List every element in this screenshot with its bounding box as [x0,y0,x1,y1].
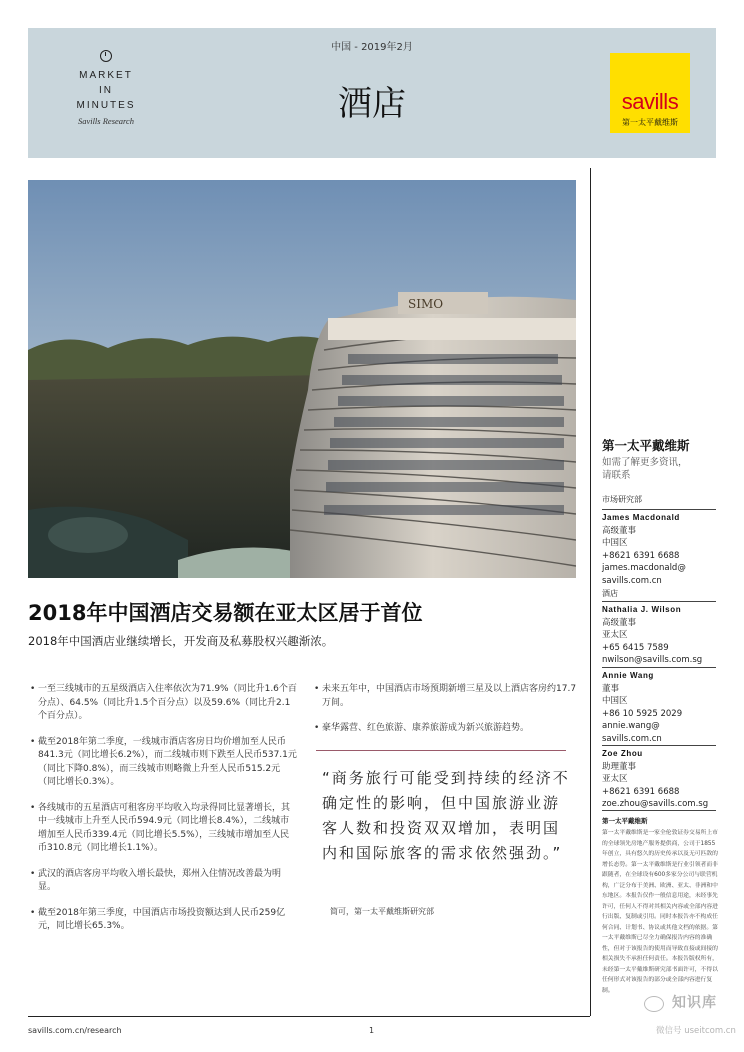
footer-rule [28,1016,590,1017]
watermark [634,990,740,1046]
savills-research-label: Savills Research [77,116,135,126]
savills-logo [610,53,690,133]
savills-chinese-name: 第一太平戴维斯 [622,118,678,127]
sidebar-rule [602,810,716,811]
contact-phone: +65 6415 7589 [602,642,669,653]
bullet-item: • 截至2018年第二季度，一线城市酒店客房日均价增加至人民币841.3元（同比增长6.2%），而二线城市则下跌至人民币537.1元（同比下降0.8%），而三线城市则略微上升至人民币515.2元（同比增长0.3%）。 [32,736,298,790]
contact-card [602,512,726,587]
contact-email-domain[interactable]: savills.com.cn [602,575,662,586]
contact-phone: +86 10 5925 2029 [602,708,683,719]
contact-card [602,670,726,745]
article-title: 2018年中国酒店交易额在亚太区居于首位 [28,601,423,625]
section-hotel-label: 酒店 [602,589,618,598]
pull-quote: “商务旅行可能受到持续的经济不确定性的影响，但中国旅游业游客人数和投资双双增加，表明国内和国际旅客的需求依然强劲。” [322,769,570,862]
contact-prompt-line-1: 如需了解更多资讯， [602,457,688,468]
contact-title: 助理董事 [602,761,637,772]
date-line: 中国 - 2019年2月 [331,42,413,53]
sidebar-company: 第一太平戴维斯 [602,438,690,453]
contact-title: 高级董事 [602,617,637,628]
wechat-icon [644,996,664,1012]
bullet-item: • 未来五年中，中国酒店市场预期新增三星及以上酒店客房约17.7万间。 [316,683,580,710]
watermark-title: 知识库 [672,995,717,1011]
contact-email[interactable]: nwilson@savills.com.sg [602,655,703,665]
contact-card [602,604,726,667]
footer-url[interactable]: savills.com.cn/research [28,1026,122,1035]
contact-email[interactable]: annie.wang@ [602,721,660,731]
sidebar-rule [602,667,716,668]
page-title: 酒店 [338,84,406,124]
quote-divider [316,750,566,751]
bullet-item: • 武汉的酒店客房平均收入增长最快，郑州入住情况改善最为明显。 [32,868,298,895]
contact-region: 中国区 [602,696,628,706]
sidebar-rule [602,745,716,746]
contact-email[interactable]: zoe.zhou@savills.com.sg [602,799,709,809]
contact-title: 高级董事 [602,525,637,536]
bullets-left [32,683,298,946]
contact-region: 亚太区 [602,774,628,784]
contact-email[interactable]: james.macdonald@ [602,563,686,573]
contact-name: Zoe Zhou [602,749,643,758]
bullet-item: • 各线城市的五星酒店可租客房平均收入均录得同比显著增长，其中一线城市上升至人民币594.9元（同比增长8.4%），二线城市增加至人民币339.4元（同比增长5.5%），三线城市增加至人民币310.8元（同比增长1.1%）。 [32,802,298,856]
contact-region: 亚太区 [602,630,628,640]
mim-line-3: MINUTES [76,100,136,111]
contact-region: 中国区 [602,538,628,548]
header-band [28,28,716,158]
savills-wordmark: savills [621,89,679,114]
section-research-label: 市场研究部 [602,495,642,504]
sidebar-rule [602,601,716,602]
contact-name: Nathalia J. Wilson [602,605,682,614]
mim-line-2: IN [99,85,113,96]
article-subtitle: 2018年中国酒店业继续增长，开发商及私募股权兴趣渐浓。 [28,634,334,648]
sidebar-rule [602,509,716,510]
disclaimer-title: 第一太平戴维斯 [602,817,648,825]
hero-photo [28,180,576,578]
contact-prompt-line-2: 请联系 [602,470,631,481]
column-divider [590,168,591,1016]
bullet-item: • 豪华露营、红色旅游、康养旅游成为新兴旅游趋势。 [316,722,580,736]
contact-card [602,748,726,811]
bullet-item: • 截至2018年第三季度，中国酒店市场投资额达到人民币259亿元，同比增长65.3%。 [32,907,298,934]
contact-email-domain[interactable]: savills.com.cn [602,733,662,744]
contact-phone: +8621 6391 6688 [602,550,680,561]
page-number: 1 [369,1026,375,1035]
hotel-photo-illustration [28,180,576,578]
bullet-item: • 一至三线城市的五星级酒店入住率依次为71.9%（同比升1.6个百分点）、64.5%（同比升1.5个百分点）以及59.6%（同比升2.1个百分点）。 [32,683,298,724]
contact-phone: +8621 6391 6688 [602,786,680,797]
watermark-account: 微信号 useitcom.cn [656,1026,736,1036]
contact-title: 董事 [602,683,620,694]
svg-text:SIMO: SIMO [408,297,444,311]
quote-source: 简可，第一太平戴维斯研究部 [330,907,434,916]
mim-line-1: MARKET [79,70,133,81]
disclaimer-text: 第一太平戴维斯是一家全伦敦证券交易所上市的全球领先房地产服务提供商，公司于1855年创立，具有悠久的历史传承以及无可匹敌的增长态势。第一太平戴维斯是行业引领者而非跟随者，在全球设有600多家分公司与联营机构，广泛分布于美洲、欧洲、亚太、非洲和中东地区。本报告仅作一般信息用途，未经事先许可，任何人不得对其相关内容或全部内容进行出版、复制或引用。同时本报告亦不构成任何合同、计划书、协议或其他文档的依据。第一太平戴维斯已尽全力确保报告内容的准确性，但对于该报告的使用而导致直接或间接的相关损失不承担任何责任。本报告版权所有，未经第一太平戴维斯研究部书面许可，不得以任何形式对该报告的部分或全部内容进行复制。 [602,830,718,994]
contact-name: James Macdonald [602,513,680,522]
contact-name: Annie Wang [602,671,654,680]
sidebar-contact-prompt [602,456,726,482]
bullets-right [316,683,580,748]
